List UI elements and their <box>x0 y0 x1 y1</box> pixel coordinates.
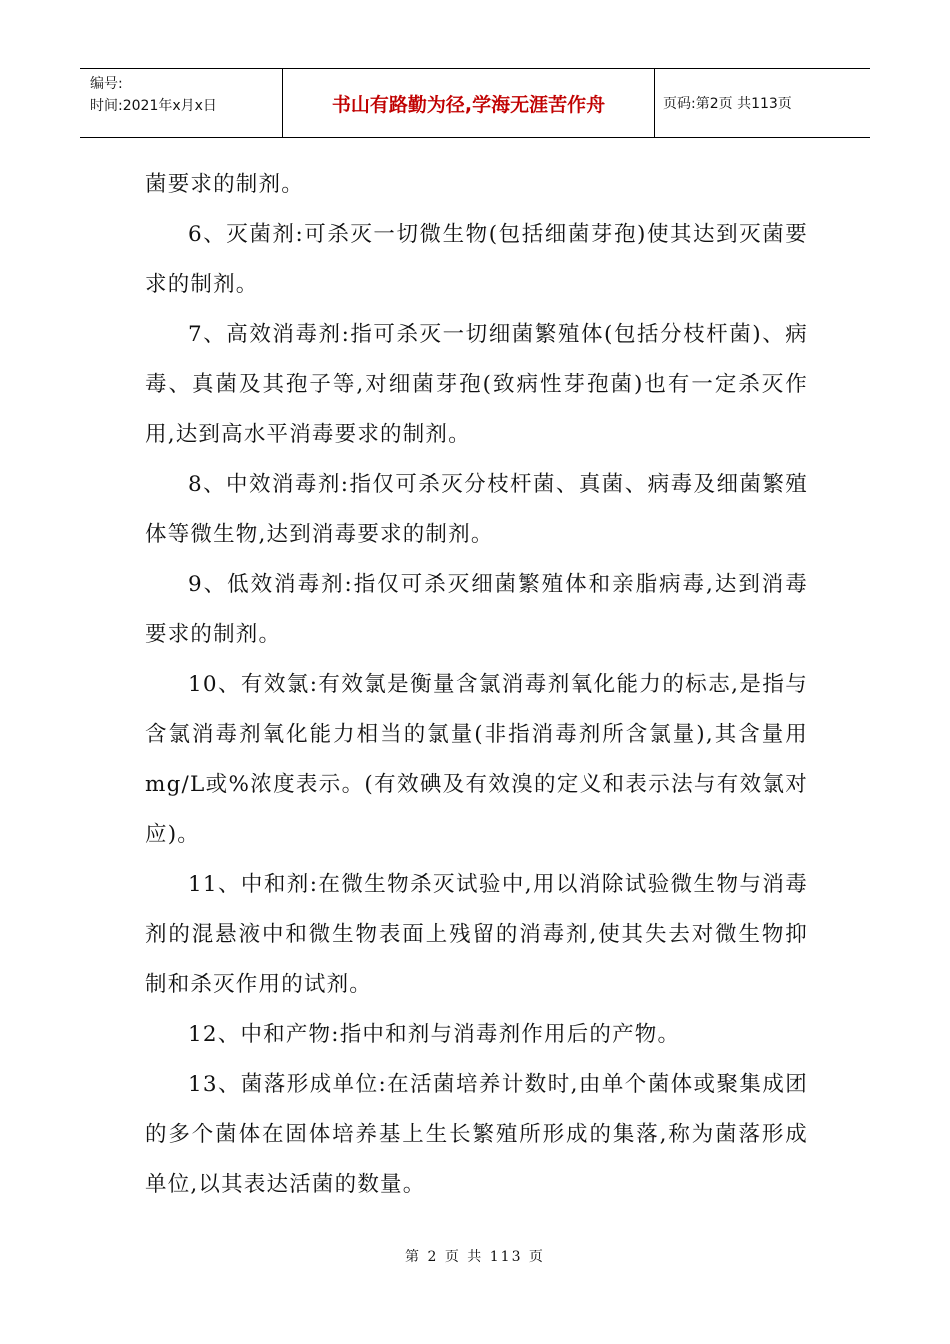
document-time-label: 时间:2021年x月x日 <box>90 98 217 114</box>
paragraph-low-level-disinfectant: 9、低效消毒剂:指仅可杀灭细菌繁殖体和亲脂病毒,达到消毒要求的制剂。 <box>145 572 808 647</box>
paragraph-available-chlorine: 10、有效氯:有效氯是衡量含氯消毒剂氧化能力的标志,是指与含氯消毒剂氧化能力相当的氯量(非指消毒剂所含氯量),其含量用mg/L或%浓度表示。(有效碘及有效溴的定义和表示法与有效氯对应)。 <box>145 672 808 847</box>
header-motto: 书山有路勤为径,学海无涯苦作舟 <box>283 69 655 137</box>
page-footer: 第 2 页 共 113 页 <box>405 1249 545 1265</box>
paragraph-colony-forming-unit: 13、菌落形成单位:在活菌培养计数时,由单个菌体或聚集成团的多个菌体在固体培养基上生长繁殖所形成的集落,称为菌落形成单位,以其表达活菌的数量。 <box>145 1072 808 1197</box>
paragraph-sterilant: 6、灭菌剂:可杀灭一切微生物(包括细菌芽孢)使其达到灭菌要求的制剂。 <box>145 222 808 297</box>
paragraph-continuation: 菌要求的制剂。 <box>145 172 304 197</box>
paragraph-neutralizer: 11、中和剂:在微生物杀灭试验中,用以消除试验微生物与消毒剂的混悬液中和微生物表面上残留的消毒剂,使其失去对微生物抑制和杀灭作用的试剂。 <box>145 872 808 997</box>
document-number-label: 编号: <box>90 76 123 92</box>
document-body <box>145 160 808 1210</box>
paragraph-intermediate-level-disinfectant: 8、中效消毒剂:指仅可杀灭分枝杆菌、真菌、病毒及细菌繁殖体等微生物,达到消毒要求的制剂。 <box>145 472 808 547</box>
paragraph-high-level-disinfectant: 7、高效消毒剂:指可杀灭一切细菌繁殖体(包括分枝杆菌)、病毒、真菌及其孢子等,对细菌芽孢(致病性芽孢菌)也有一定杀灭作用,达到高水平消毒要求的制剂。 <box>145 322 808 447</box>
header-page-info: 页码:第2页 共113页 <box>663 96 792 112</box>
header-meta <box>80 69 283 137</box>
page-header <box>80 68 870 138</box>
paragraph-neutralization-product: 12、中和产物:指中和剂与消毒剂作用后的产物。 <box>188 1022 681 1047</box>
